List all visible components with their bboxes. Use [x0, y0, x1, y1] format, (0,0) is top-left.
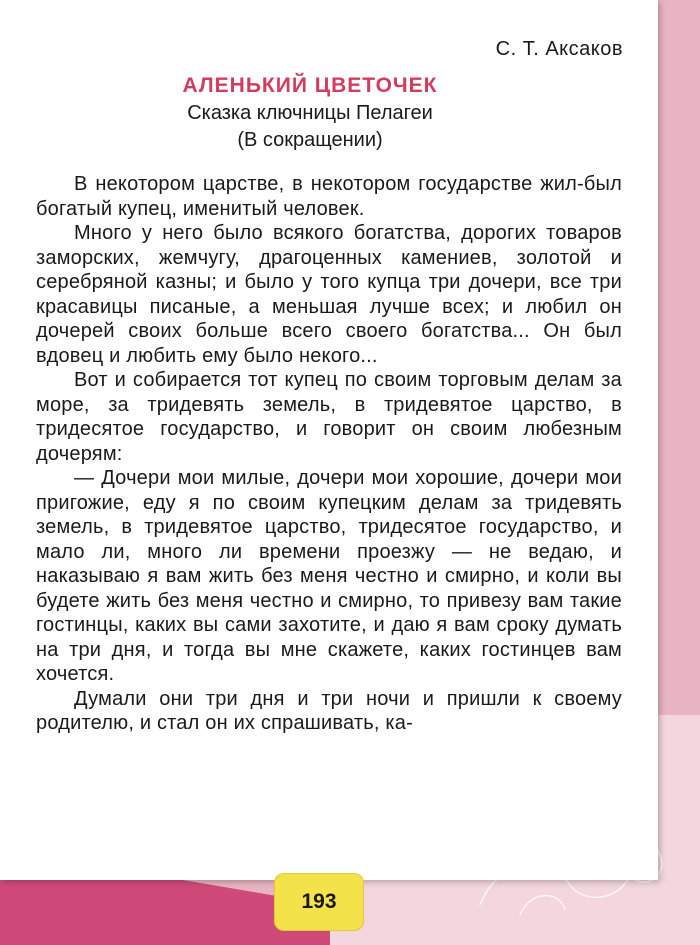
paragraph: — Дочери мои милые, дочери мои хорошие, дочери мои пригожие, еду я по своим купецким делам за тридевять земель, в тридевятое царство, тридесятое государство, и мало ли, много ли времени проезжу — не ведаю, и наказываю я вам жить без меня честно и смирно, и коли вы будете жить без меня честно и смирно, то привезу вам такие гостинцы, каких вы сами захотите, и даю я вам сроку думать на три дня, и тогда вы мне скажете, каких гостинцев вам хочется. [36, 467, 622, 685]
paragraph: Много у него было всякого богатства, дорогих товаров заморских, жемчугу, драгоценных камениев, золотой и серебряной казны; и было у того купца три дочери, все три красавицы писаные, а меньшая лучше всех; и любил он дочерей своих больше всего своего богатства... Он был вдовец и любить ему было некого... [36, 222, 622, 367]
subtitle-line-2: (В сокращении) [237, 129, 383, 151]
paragraph: Вот и собирается тот купец по своим торговым делам за море, за тридевять земель, в тридевятое царство, в тридесятое государство, и говорит он своим любезным дочерям: [36, 369, 622, 465]
subtitle-line-1: Сказка ключницы Пелагеи [187, 102, 433, 124]
story-title: АЛЕНЬКИЙ ЦВЕТОЧЕК [182, 74, 438, 97]
story-text [36, 172, 622, 736]
paragraph: Думали они три дня и три ночи и пришли к своему родителю, и стал он их спрашивать, ка- [36, 687, 622, 734]
author-name: С. Т. Аксаков [495, 38, 623, 60]
page-number-badge: 193 [274, 873, 364, 931]
story-subtitle [0, 100, 620, 154]
paragraph: В некотором царстве, в некотором государстве жил-был богатый купец, именитый человек. [36, 173, 622, 220]
